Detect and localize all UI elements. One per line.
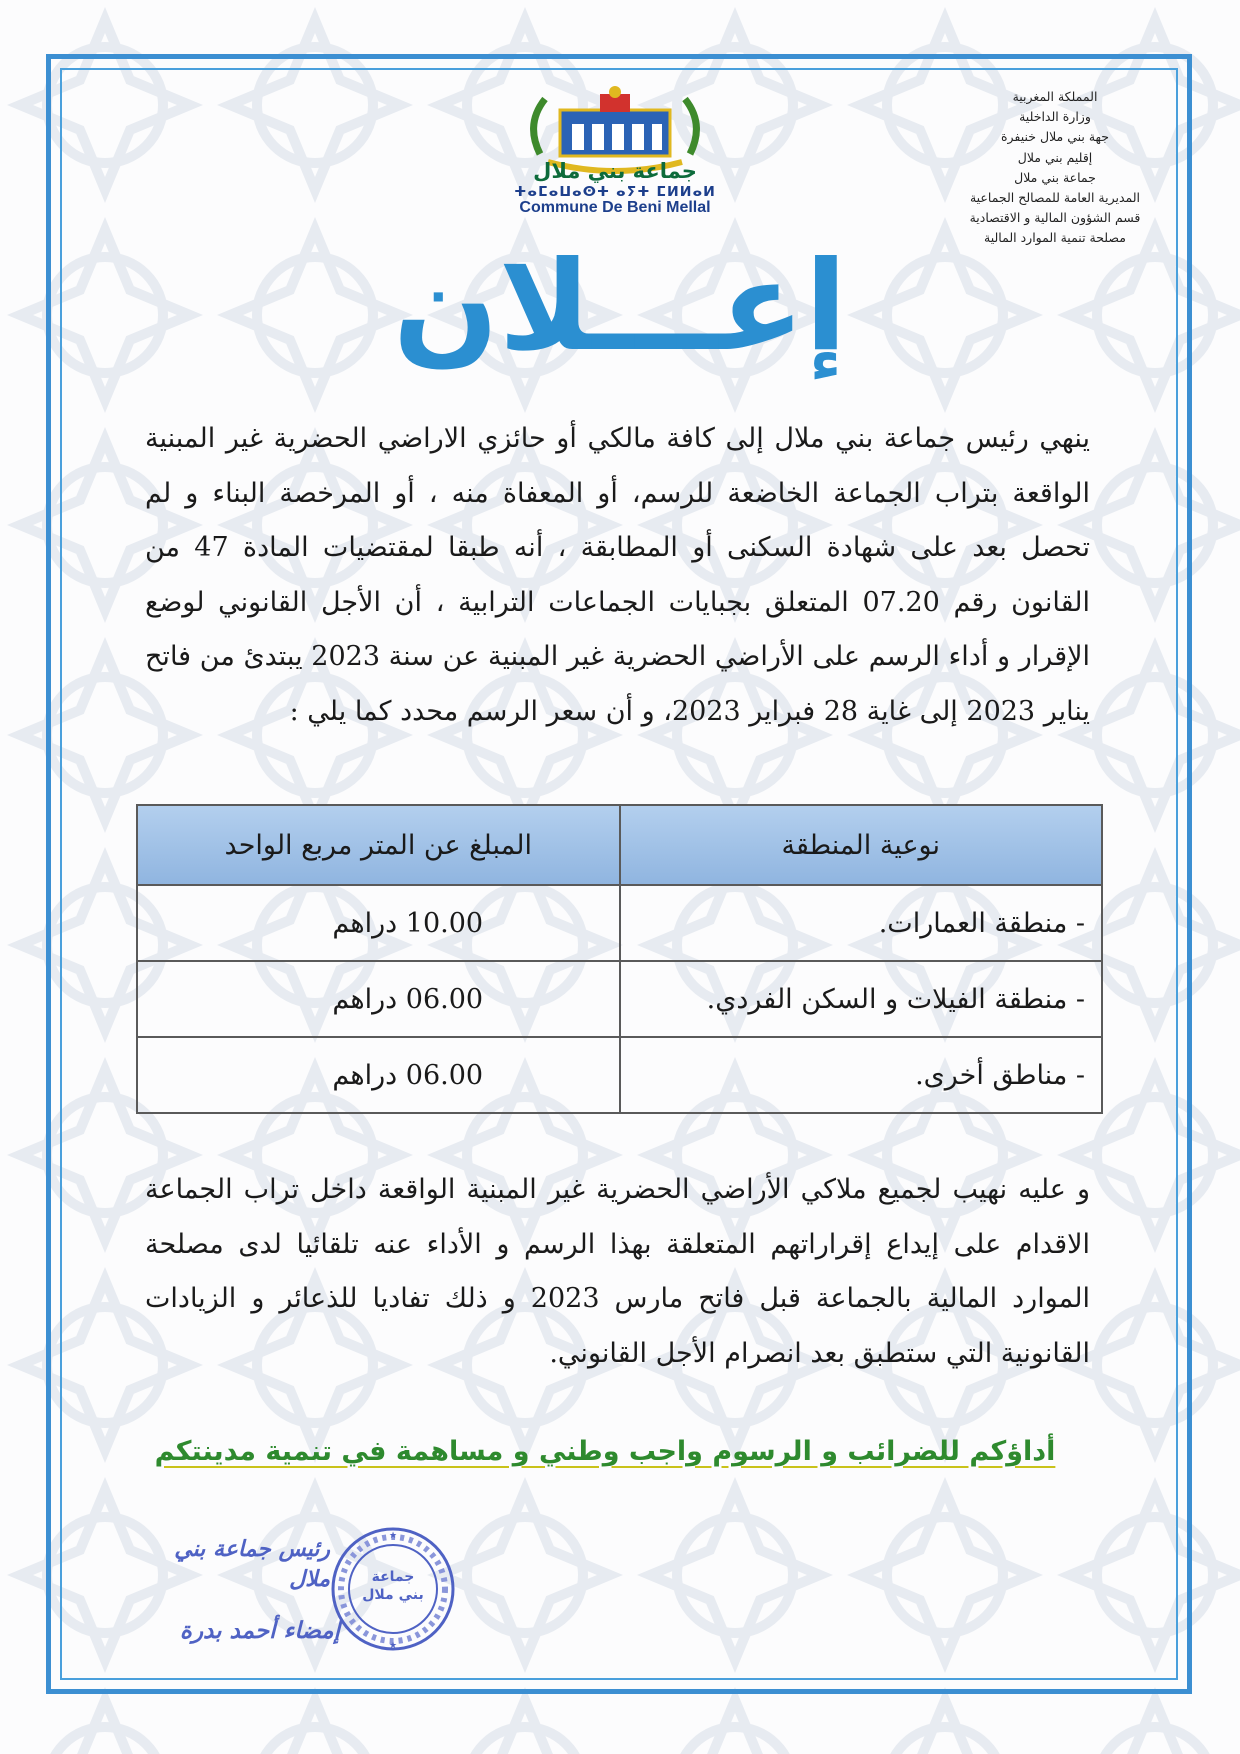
call-to-action-paragraph: و عليه نهيب لجميع ملاكي الأراضي الحضرية غير المبنية الواقعة داخل تراب الجماعة الاقدام على إيداع إقراراتهم المتعلقة بهذا الرسم و الأداء عنه تلقائيا لدى مصلحة الموارد المالية بالجماعة قبل فاتح مارس 2023 و ذلك تفاديا للذعائر و الزيادات القانونية التي ستطبق بعد انصرام الأجل القانوني. bbox=[145, 1174, 1091, 1369]
table-row bbox=[137, 1037, 1102, 1113]
header-line: جماعة بني ملال bbox=[1014, 169, 1096, 185]
signature-name: إمضاء أحمد بدرة bbox=[179, 1618, 340, 1644]
header-line: إقليم بني ملال bbox=[1017, 149, 1093, 165]
commune-name-french: Commune De Beni Mellal bbox=[519, 199, 711, 216]
announcement-paragraph: ينهي رئيس جماعة بني ملال إلى كافة مالكي أو حائزي الاراضي الحضرية غير المبنية الواقعة بتراب الجماعة الخاضعة للرسم، أو المعفاة منه ، أو المرخصة البناء و لم تحصل بعد على شهادة السكنى أو المطابقة ، أنه طبقا لمقتضيات المادة 47 من القانون رقم 07.20 المتعلق بجبايات الجماعات الترابية ، أن الأجل القانوني لوضع الإقرار و أداء الرسم على الأراضي الحضرية غير المبنية عن سنة 2023 يبتدئ من فاتح يناير 2023 إلى غاية 28 فبراير 2023، و أن سعر الرسم محدد كما يلي : bbox=[145, 423, 1091, 727]
zone-cell: - منطقة الفيلات و السكن الفردي. bbox=[620, 961, 1103, 1037]
column-header-zone: نوعية المنطقة bbox=[620, 805, 1103, 885]
stamp-line: بني ملال bbox=[362, 1587, 424, 1603]
table-header-row bbox=[137, 805, 1102, 885]
header-line: وزارة الداخلية bbox=[1019, 109, 1091, 125]
stamp-center-text bbox=[350, 1568, 436, 1604]
header-line: المملكة المغربية bbox=[1012, 89, 1098, 104]
slogan: أداؤكم للضرائب و الرسوم واجب وطني و مساهمة في تنمية مدينتكم bbox=[154, 1436, 1056, 1467]
svg-text:★: ★ bbox=[388, 1531, 398, 1541]
column-header-price: المبلغ عن المتر مربع الواحد bbox=[137, 805, 620, 885]
header-line: جهة بني ملال خنيفرة bbox=[1000, 129, 1110, 145]
table-row bbox=[137, 961, 1102, 1037]
commune-name-arabic: جماعة بني ملال bbox=[533, 159, 697, 183]
stamp-line: جماعة bbox=[371, 1569, 415, 1585]
svg-text:★: ★ bbox=[388, 1641, 398, 1651]
header-line: المديرية العامة للمصالح الجماعية bbox=[969, 190, 1141, 206]
price-cell: 10.00 دراهم bbox=[137, 885, 620, 961]
zone-cell: - منطقة العمارات. bbox=[620, 885, 1103, 961]
announcement-title: إعـــلان bbox=[392, 235, 848, 379]
table-row bbox=[137, 885, 1102, 961]
administrative-header bbox=[925, 87, 1185, 249]
price-cell: 06.00 دراهم bbox=[137, 961, 620, 1037]
header-line: مصلحة تنمية الموارد المالية bbox=[984, 230, 1126, 246]
header-line: قسم الشؤون المالية و الاقتصادية bbox=[969, 210, 1141, 226]
commune-name-tifinagh: ⵜⴰⵎⴰⵡⴰⵙⵜ ⴰⵢⵜ ⵎⵍⵍⴰⵍ bbox=[514, 184, 716, 200]
zone-cell: - مناطق أخرى. bbox=[620, 1037, 1103, 1113]
tax-rates-table bbox=[136, 804, 1103, 1114]
signature-title: رئيس جماعة بني ملال bbox=[174, 1537, 330, 1592]
price-cell: 06.00 دراهم bbox=[137, 1037, 620, 1113]
